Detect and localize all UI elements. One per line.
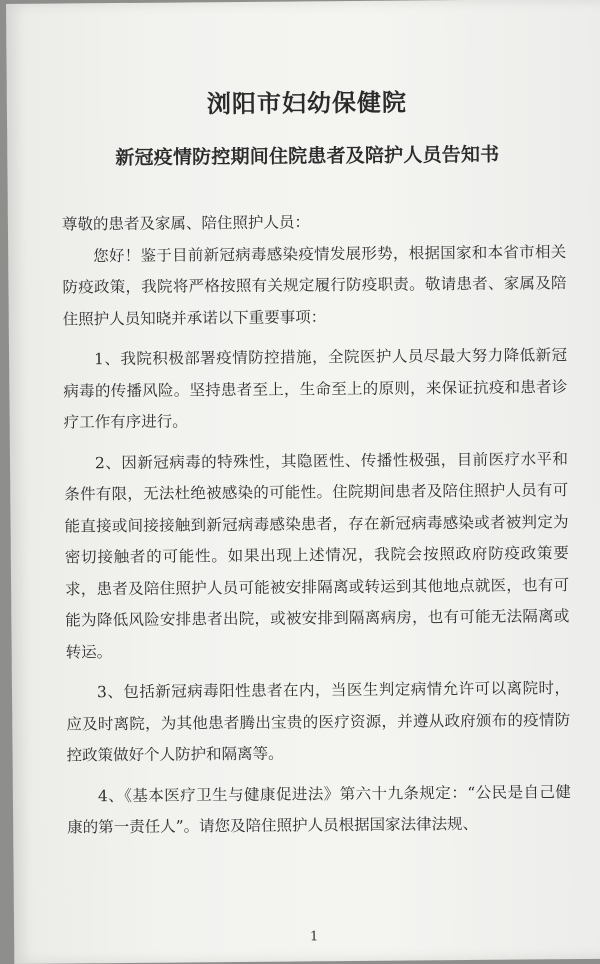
paragraph-item-1: 1、我院积极部署疫情防控措施，全院医护人员尽最大努力降低新冠病毒的传播风险。坚持患者至上，生命至上的原则，来保证抗疫和患者诊疗工作有序进行。	[63, 346, 568, 432]
paragraph-item-4: 4、《基本医疗卫生与健康促进法》第六十九条规定：“公民是自己健康的第一责任人”。请您及陪住照护人员根据国家法律法规、	[67, 782, 571, 837]
salutation: 尊敬的患者及家属、陪住照护人员：	[61, 213, 311, 234]
document-subtitle: 新冠疫情防控期间住院患者及陪护人员告知书	[115, 143, 500, 170]
paragraph-item-2: 2、因新冠病毒的特殊性，其隐匿性、传播性极强，目前医疗水平和条件有限，无法杜绝被感染的可能性。住院期间患者及陪住照护人员有可能直接或间接接触到新冠病毒感染患者，存在新冠病毒感染或者被判定为密切接触者的可能性。如果出现上述情况，我院会按照政府防疫政策要求，患者及陪住照护人员可能被安排隔离或转运到其他地点就医，也有可能为降低风险安排患者出院，或被安排到隔离病房，也有可能无法隔离或转运。	[64, 449, 570, 662]
document-page	[6, 0, 600, 964]
page-number: 1	[309, 929, 319, 945]
document-title: 浏阳市妇幼保健院	[206, 88, 407, 119]
paragraph-intro: 您好！鉴于目前新冠病毒感染疫情发展形势，根据国家和本省市相关防疫政策，我院将严格按照有关规定履行防疫职责。敬请患者、家属及陪住照护人员知晓并承诺以下重要事项：	[62, 242, 567, 329]
document-body	[62, 205, 572, 844]
paragraph-item-3: 3、包括新冠病毒阳性患者在内，当医生判定病情允许可以离院时，应及时离院，为其他患者腾出宝贵的医疗资源，并遵从政府颁布的疫情防控政策做好个人防护和隔离等。	[66, 679, 571, 765]
